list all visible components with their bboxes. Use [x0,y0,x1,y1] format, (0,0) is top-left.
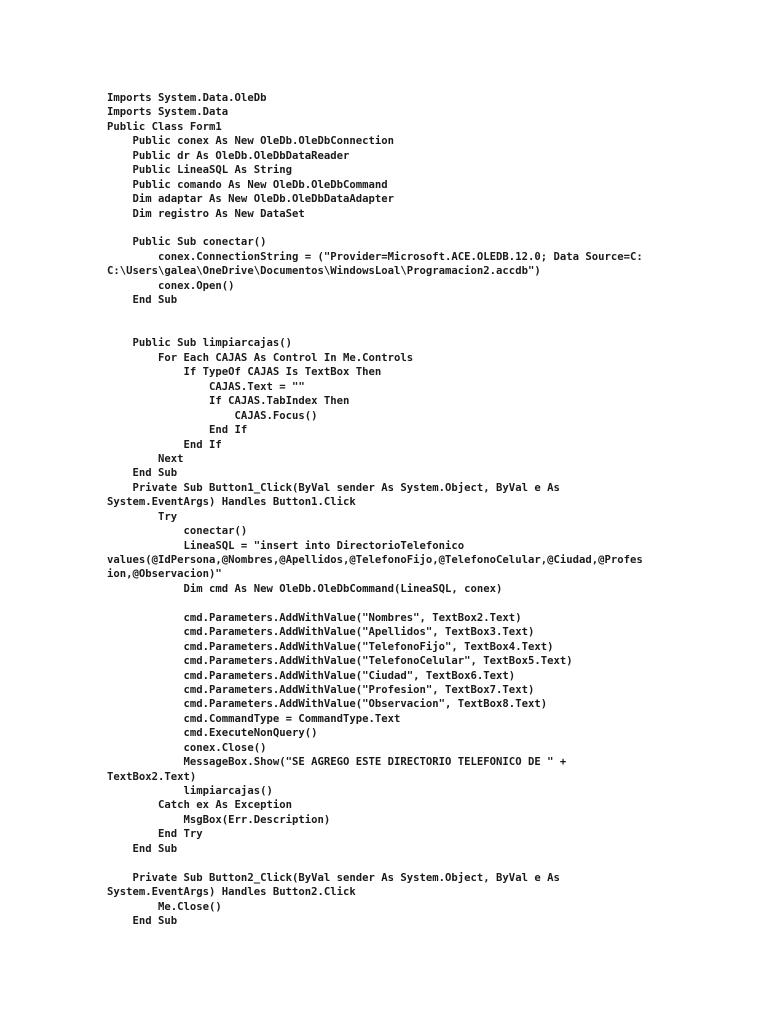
code-line [107,596,667,610]
code-line: Public Sub conectar() [107,236,267,249]
code-line: cmd.CommandType = CommandType.Text [107,712,401,725]
code-line: cmd.Parameters.AddWithValue("Ciudad", TextBox6.Text) [107,669,516,682]
code-line: C:\Users\galea\OneDrive\Documentos\WindowsLoal\Programacion2.accdb") [107,265,541,278]
code-line: Imports System.Data [107,106,229,119]
code-line: Dim cmd As New OleDb.OleDbCommand(LineaSQL, conex) [107,582,503,595]
code-line: Public conex As New OleDb.OleDbConnection [107,135,395,148]
code-line: System.EventArgs) Handles Button1.Click [107,496,356,509]
code-line [107,856,667,870]
code-line: MessageBox.Show("SE AGREGO ESTE DIRECTORIO TELEFONICO DE " + [107,756,567,769]
code-line: Public Sub limpiarcajas() [107,337,292,350]
code-line: Public dr As OleDb.OleDbDataReader [107,149,350,162]
code-line: Public comando As New OleDb.OleDbCommand [107,178,388,191]
code-line: If TypeOf CAJAS Is TextBox Then [107,366,382,379]
code-line: cmd.Parameters.AddWithValue("TelefonoFijo", TextBox4.Text) [107,640,554,653]
code-line: LineaSQL = "insert into DirectorioTelefonico [107,539,465,552]
code-line: conex.Open() [107,279,235,292]
code-line: System.EventArgs) Handles Button2.Click [107,886,356,899]
code-line [107,221,667,235]
code-line: Private Sub Button1_Click(ByVal sender As System.Object, ByVal e As [107,481,560,494]
code-line: cmd.ExecuteNonQuery() [107,727,318,740]
code-line: CAJAS.Text = "" [107,380,305,393]
code-line: cmd.Parameters.AddWithValue("Nombres", TextBox2.Text) [107,611,522,624]
code-line: TextBox2.Text) [107,770,197,783]
code-line: Imports System.Data.OleDb [107,92,267,104]
code-line: If CAJAS.TabIndex Then [107,395,350,408]
code-line: End Try [107,828,203,841]
code-line: limpiarcajas() [107,785,273,797]
code-line: End Sub [107,294,178,307]
code-line: End If [107,438,222,451]
code-line: cmd.Parameters.AddWithValue("Profesion", TextBox7.Text) [107,683,535,696]
code-line [107,308,667,322]
code-line [107,322,667,336]
code-line: End Sub [107,914,178,927]
code-line: For Each CAJAS As Control In Me.Controls [107,351,414,364]
code-line: End Sub [107,467,178,480]
code-line: Public LineaSQL As String [107,164,292,177]
code-line: Private Sub Button2_Click(ByVal sender As System.Object, ByVal e As [107,871,560,884]
code-line: conectar() [107,525,248,538]
code-line: ion,@Observacion)" [107,568,222,581]
code-line: cmd.Parameters.AddWithValue("Observacion", TextBox8.Text) [107,698,548,711]
code-line: End Sub [107,842,178,855]
code-line: conex.ConnectionString = ("Provider=Microsoft.ACE.OLEDB.12.0; Data Source=C: [107,250,643,263]
code-line: cmd.Parameters.AddWithValue("TelefonoCelular", TextBox5.Text) [107,655,573,668]
code-line: CAJAS.Focus() [107,409,318,422]
code-line: cmd.Parameters.AddWithValue("Apellidos", TextBox3.Text) [107,626,535,639]
code-line: Dim adaptar As New OleDb.OleDbDataAdapter [107,193,395,206]
code-line: Try [107,510,178,523]
code-line: values(@IdPersona,@Nombres,@Apellidos,@TelefonoFijo,@TelefonoCelular,@Ciudad,@Profes [107,554,643,566]
code-line: End If [107,424,248,437]
code-line: Dim registro As New DataSet [107,207,305,220]
code-line: Public Class Form1 [107,120,222,133]
code-line: Catch ex As Exception [107,799,292,812]
code-line: Next [107,452,184,465]
code-line: conex.Close() [107,741,267,754]
code-line: MsgBox(Err.Description) [107,813,331,826]
code-listing [107,91,667,928]
code-line: Me.Close() [107,900,222,913]
